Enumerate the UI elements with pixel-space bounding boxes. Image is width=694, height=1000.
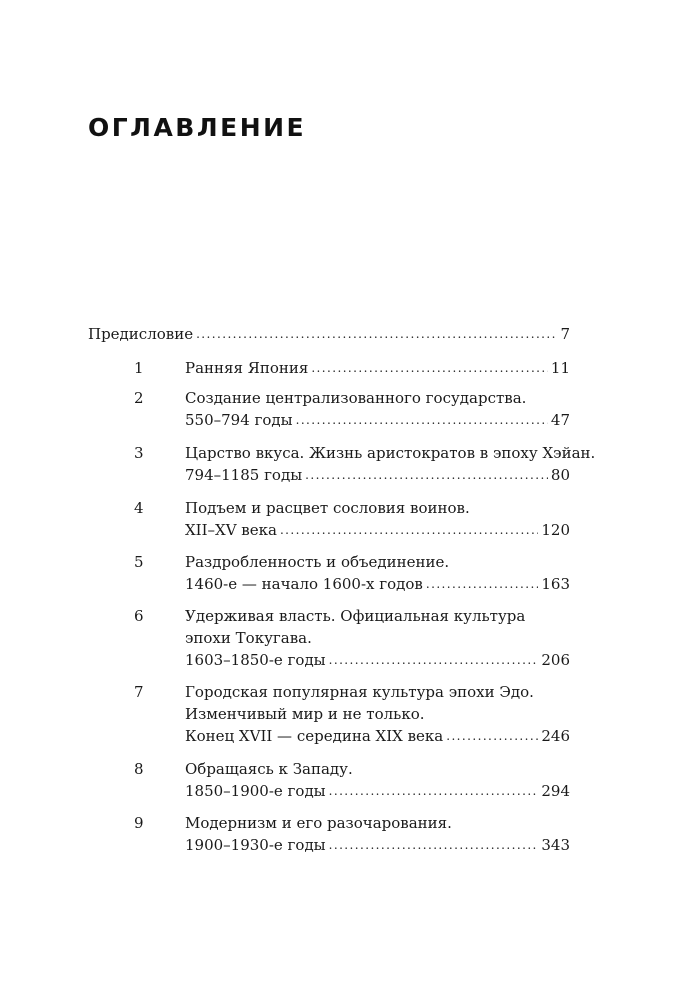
toc-entry-line: эпохи Токугава. <box>185 629 312 647</box>
toc-entry-chapter-1[interactable] <box>185 356 570 380</box>
dot-leader <box>296 408 548 432</box>
toc-entry-text: 1850–1900-е годы <box>185 782 326 800</box>
toc-entry-text: XII–XV века <box>185 521 277 539</box>
toc-entry-chapter-3[interactable] <box>185 463 570 487</box>
toc-page-number: 246 <box>541 727 570 745</box>
toc-entry-chapter-9[interactable] <box>185 833 570 857</box>
dot-leader <box>329 779 539 803</box>
toc-entry-line: Удерживая власть. Официальная культура <box>185 607 526 625</box>
toc-entry-chapter-5[interactable] <box>185 572 570 596</box>
toc-page-number: 120 <box>541 521 570 539</box>
toc-entry-text: 1460-е — начало 1600-х годов <box>185 575 423 593</box>
chapter-number: 7 <box>134 683 144 701</box>
toc-page-number: 294 <box>541 782 570 800</box>
chapter-number: 9 <box>134 814 144 832</box>
dot-leader <box>329 833 539 857</box>
chapter-number: 2 <box>134 389 144 407</box>
chapter-number: 6 <box>134 607 144 625</box>
toc-entry-line: Изменчивый мир и не только. <box>185 705 425 723</box>
chapter-number: 5 <box>134 553 144 571</box>
toc-entry-text: 1900–1930-е годы <box>185 836 326 854</box>
dot-leader <box>311 356 548 380</box>
toc-entry-text: 1603–1850-е годы <box>185 651 326 669</box>
toc-page-number: 206 <box>541 651 570 669</box>
toc-entry-line: Создание централизованного государства. <box>185 389 527 407</box>
toc-page-number: 47 <box>550 411 570 429</box>
dot-leader <box>446 724 538 748</box>
toc-entry-line: Подъем и расцвет сословия воинов. <box>185 499 470 517</box>
dot-leader <box>305 463 548 487</box>
toc-page-number: 11 <box>550 359 570 377</box>
dot-leader <box>196 322 557 346</box>
toc-entry-line: Раздробленность и объединение. <box>185 553 450 571</box>
dot-leader <box>280 518 538 542</box>
toc-page-number: 7 <box>560 325 570 343</box>
toc-entry-line: Царство вкуса. Жизнь аристократов в эпоху Хэйан. <box>185 444 596 462</box>
toc-entry-text: Ранняя Япония <box>185 359 309 377</box>
toc-entry-text: 550–794 годы <box>185 411 293 429</box>
dot-leader <box>329 648 539 672</box>
toc-page-number: 80 <box>550 466 570 484</box>
chapter-number: 4 <box>134 499 144 517</box>
chapter-number: 3 <box>134 444 144 462</box>
toc-entry-text: Предисловие <box>88 325 194 343</box>
toc-entry-text: 794–1185 годы <box>185 466 303 484</box>
toc-entry-chapter-7[interactable] <box>185 724 570 748</box>
chapter-number: 8 <box>134 760 144 778</box>
toc-entry-chapter-2[interactable] <box>185 408 570 432</box>
toc-entry-line: Обращаясь к Западу. <box>185 760 353 778</box>
toc-entry-text: Конец XVII — середина XIX века <box>185 727 444 745</box>
dot-leader <box>426 572 539 596</box>
toc-entry-chapter-4[interactable] <box>185 518 570 542</box>
toc-page-number: 163 <box>541 575 570 593</box>
toc-entry-preface[interactable] <box>88 322 570 346</box>
chapter-number: 1 <box>134 359 144 377</box>
toc-page-number: 343 <box>541 836 570 854</box>
toc-entry-chapter-6[interactable] <box>185 648 570 672</box>
toc-title: ОГЛАВЛЕНИЕ <box>88 113 307 142</box>
toc-entry-line: Модернизм и его разочарования. <box>185 814 452 832</box>
toc-entry-chapter-8[interactable] <box>185 779 570 803</box>
toc-entry-line: Городская популярная культура эпохи Эдо. <box>185 683 534 701</box>
